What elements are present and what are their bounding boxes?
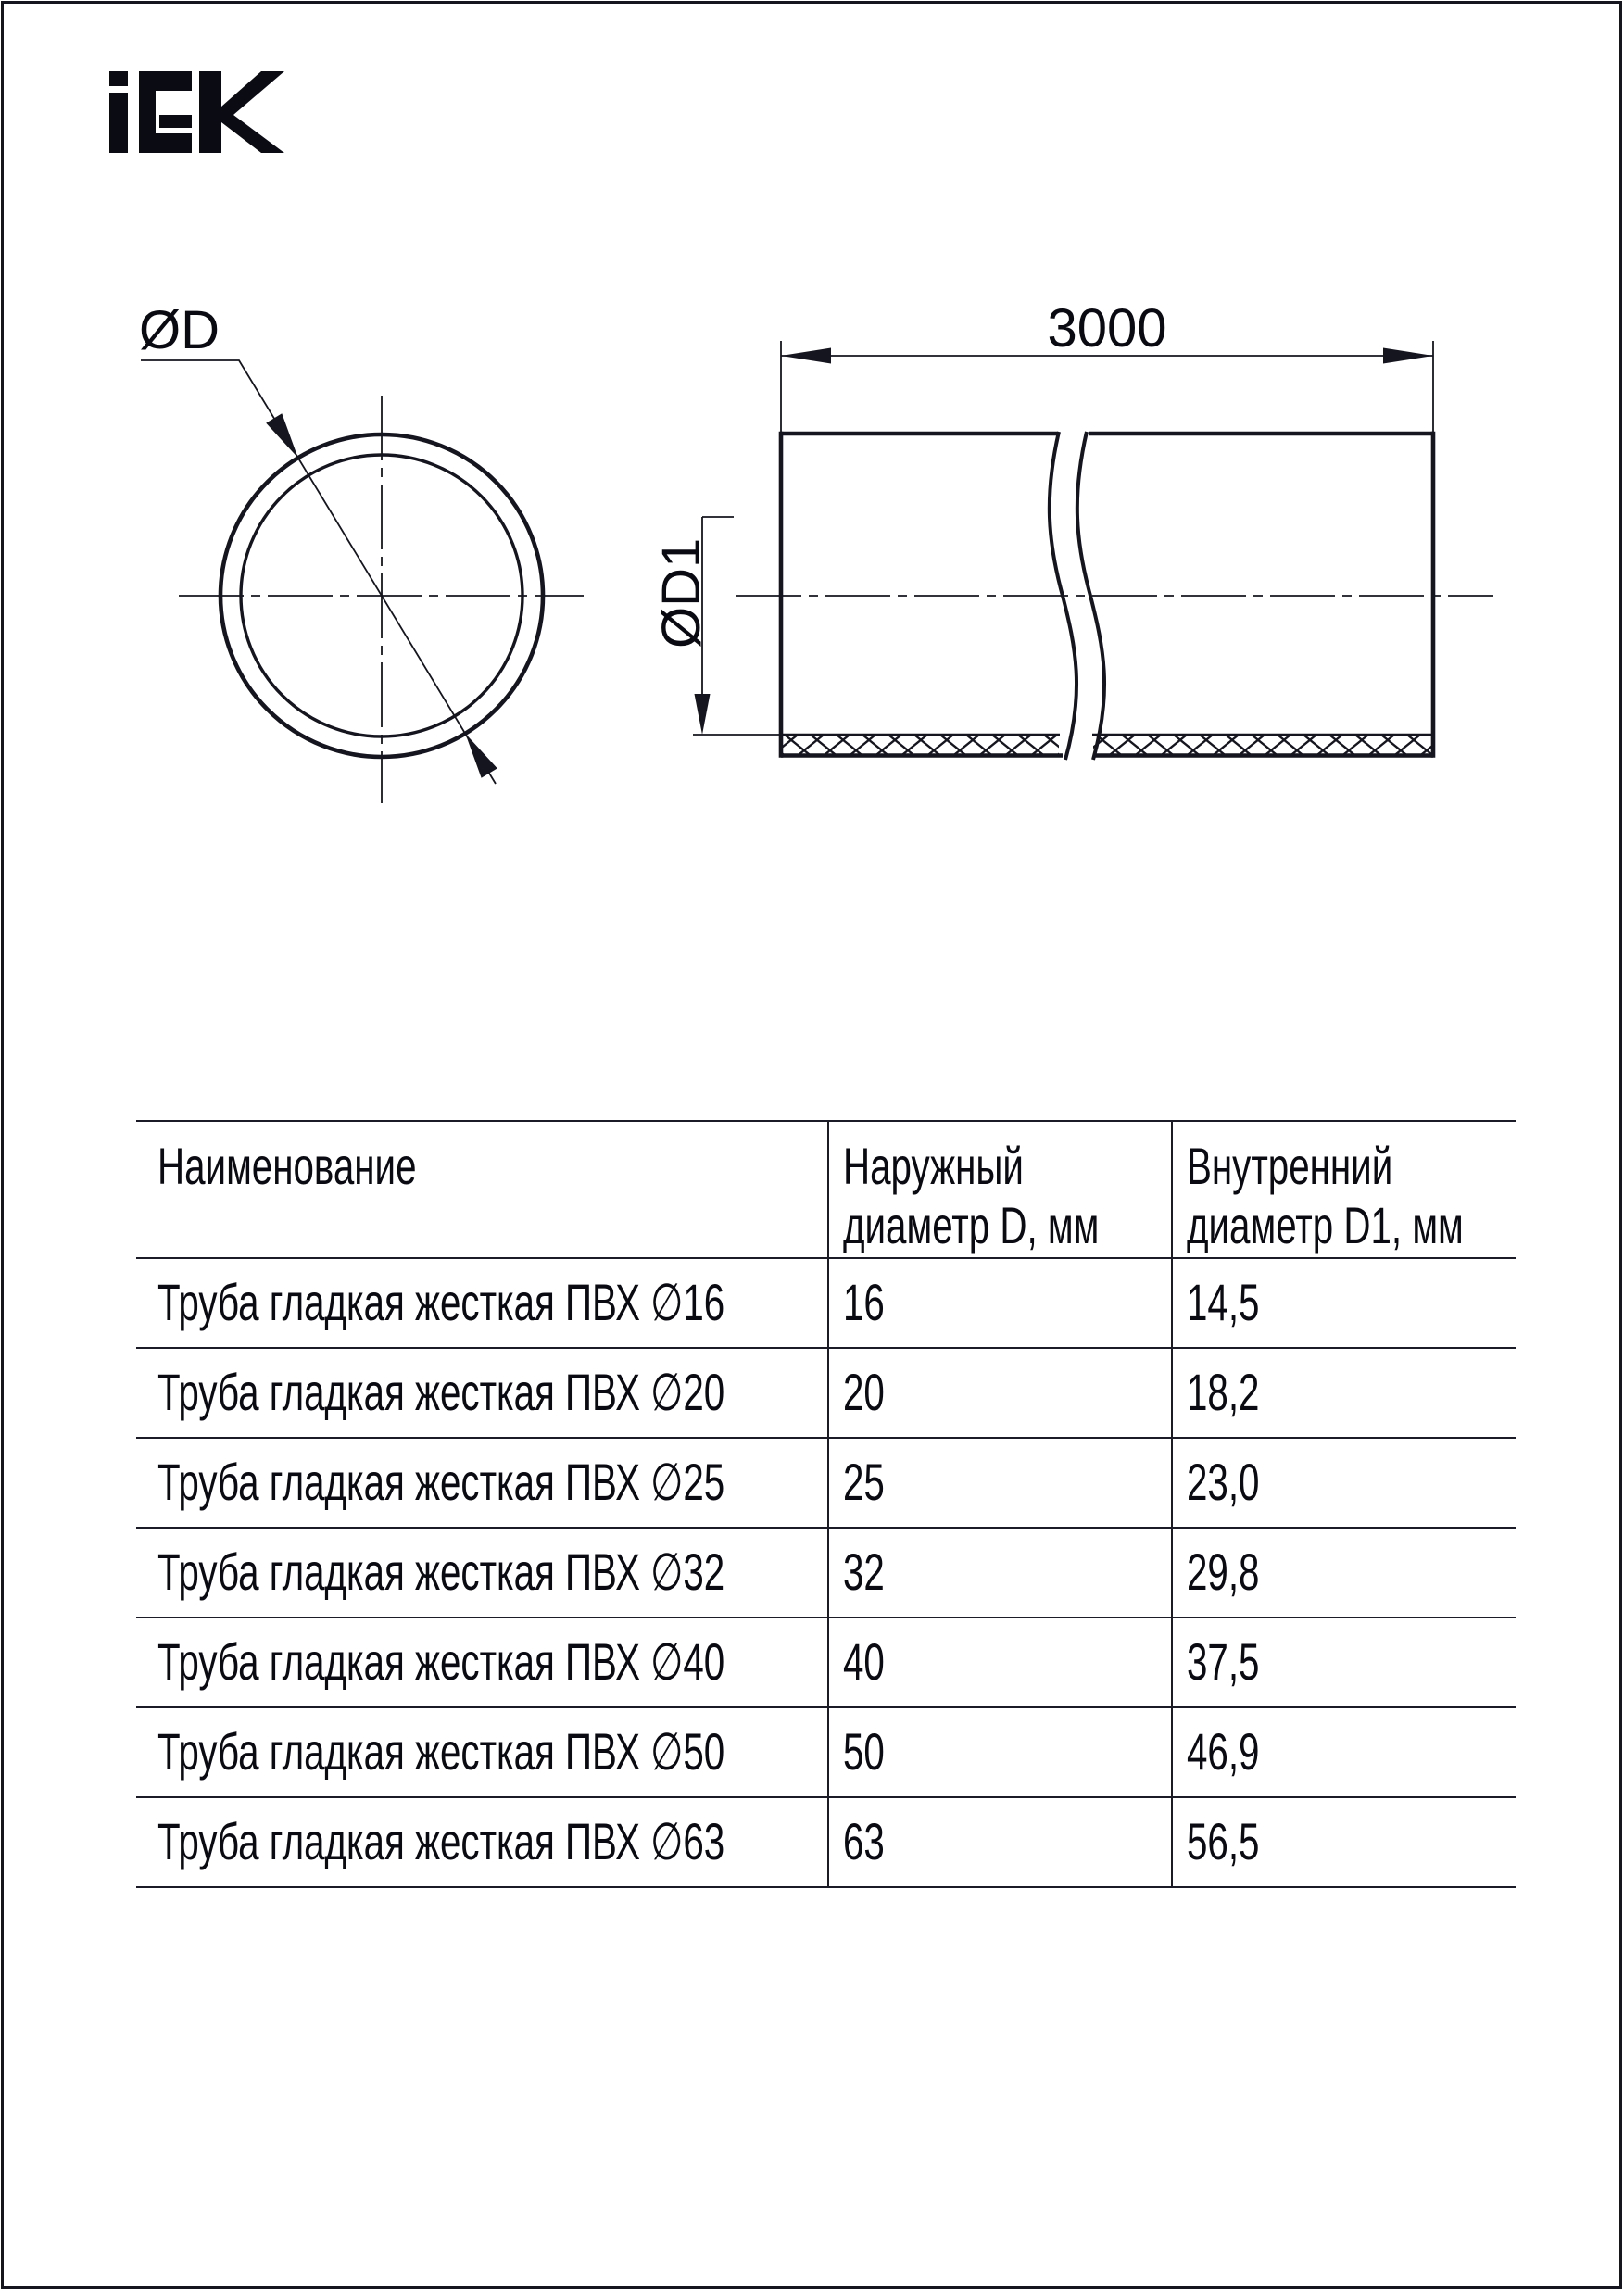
cell-outer-diameter-text: 25 [843,1453,885,1511]
cell-outer-diameter-text: 40 [843,1632,885,1691]
cell-outer-diameter [827,1349,1171,1437]
cell-name-text: Труба гладкая жесткая ПВХ ∅25 [157,1453,725,1511]
table-body [136,1259,1516,1888]
cell-name-text: Труба гладкая жесткая ПВХ ∅20 [157,1363,725,1421]
cell-inner-diameter-text: 23,0 [1187,1453,1260,1511]
outer-diameter-label: ØD [139,300,220,360]
table-row [136,1708,1516,1798]
header-inner-diameter [1171,1122,1516,1257]
header-name-text: Наименование [157,1137,417,1195]
iek-logo-e-middle [159,115,192,128]
header-outer-line1: Наружный [843,1137,1024,1195]
table-header-row [136,1122,1516,1259]
cell-outer-diameter-text: 50 [843,1722,885,1781]
cell-name-text: Труба гладкая жесткая ПВХ ∅16 [157,1273,725,1331]
cell-outer-diameter-text: 20 [843,1363,885,1421]
cell-name [136,1439,827,1527]
cell-name-text: Труба гладкая жесткая ПВХ ∅63 [157,1812,725,1870]
cell-inner-diameter-text: 56,5 [1187,1812,1260,1870]
cell-name [136,1798,827,1886]
cell-inner-diameter [1171,1618,1516,1706]
cell-inner-diameter-text: 18,2 [1187,1363,1260,1421]
cell-inner-diameter-text: 29,8 [1187,1542,1260,1601]
cell-name [136,1349,827,1437]
cell-name [136,1529,827,1617]
header-outer-diameter [827,1122,1171,1257]
table-row [136,1439,1516,1529]
arrowhead-down-icon [695,694,711,735]
cell-inner-diameter [1171,1349,1516,1437]
header-outer-line2: диаметр D, мм [843,1196,1100,1254]
cell-outer-diameter-text: 16 [843,1273,885,1331]
iek-logo-k [199,71,284,153]
cell-inner-diameter [1171,1259,1516,1347]
cell-inner-diameter-text: 14,5 [1187,1273,1260,1331]
cell-outer-diameter [827,1708,1171,1796]
cell-outer-diameter [827,1259,1171,1347]
arrowhead-left-icon [781,348,831,364]
iek-logo-i-dot [109,71,128,86]
wall-hatch-left [783,735,1059,756]
cell-name [136,1618,827,1706]
cell-outer-diameter [827,1798,1171,1886]
cell-inner-diameter [1171,1798,1516,1886]
cell-name [136,1708,827,1796]
header-name [136,1122,827,1257]
cell-name [136,1259,827,1347]
arrowhead-upper-left-icon [266,413,298,458]
table-row [136,1529,1516,1618]
iek-logo [109,71,284,153]
inner-diameter-label: ØD1 [651,537,711,648]
cell-outer-diameter-text: 32 [843,1542,885,1601]
wall-hatch-right [1093,735,1431,756]
table-row [136,1798,1516,1888]
pipe-dimensions-table [136,1120,1516,1888]
arrowhead-lower-right-icon [465,734,497,778]
length-dimension-label: 3000 [1047,298,1167,359]
cell-outer-diameter [827,1529,1171,1617]
iek-logo-e-bottom [139,133,192,153]
pipe-cross-section-view [141,360,584,803]
cell-outer-diameter [827,1618,1171,1706]
cell-name-text: Труба гладкая жесткая ПВХ ∅32 [157,1542,725,1601]
table-row [136,1618,1516,1708]
cell-inner-diameter [1171,1439,1516,1527]
cell-outer-diameter [827,1439,1171,1527]
cell-inner-diameter-text: 46,9 [1187,1722,1260,1781]
cell-inner-diameter [1171,1708,1516,1796]
pipe-side-view [693,341,1493,760]
header-inner-line1: Внутренний [1187,1137,1393,1195]
arrowhead-right-icon [1383,348,1433,364]
table-row [136,1349,1516,1439]
cell-inner-diameter [1171,1529,1516,1617]
cell-name-text: Труба гладкая жесткая ПВХ ∅40 [157,1632,725,1691]
cell-outer-diameter-text: 63 [843,1812,885,1870]
cell-name-text: Труба гладкая жесткая ПВХ ∅50 [157,1722,725,1781]
iek-logo-i-stem [109,93,128,153]
table-row [136,1259,1516,1349]
header-inner-line2: диаметр D1, мм [1187,1196,1464,1254]
cell-inner-diameter-text: 37,5 [1187,1632,1260,1691]
